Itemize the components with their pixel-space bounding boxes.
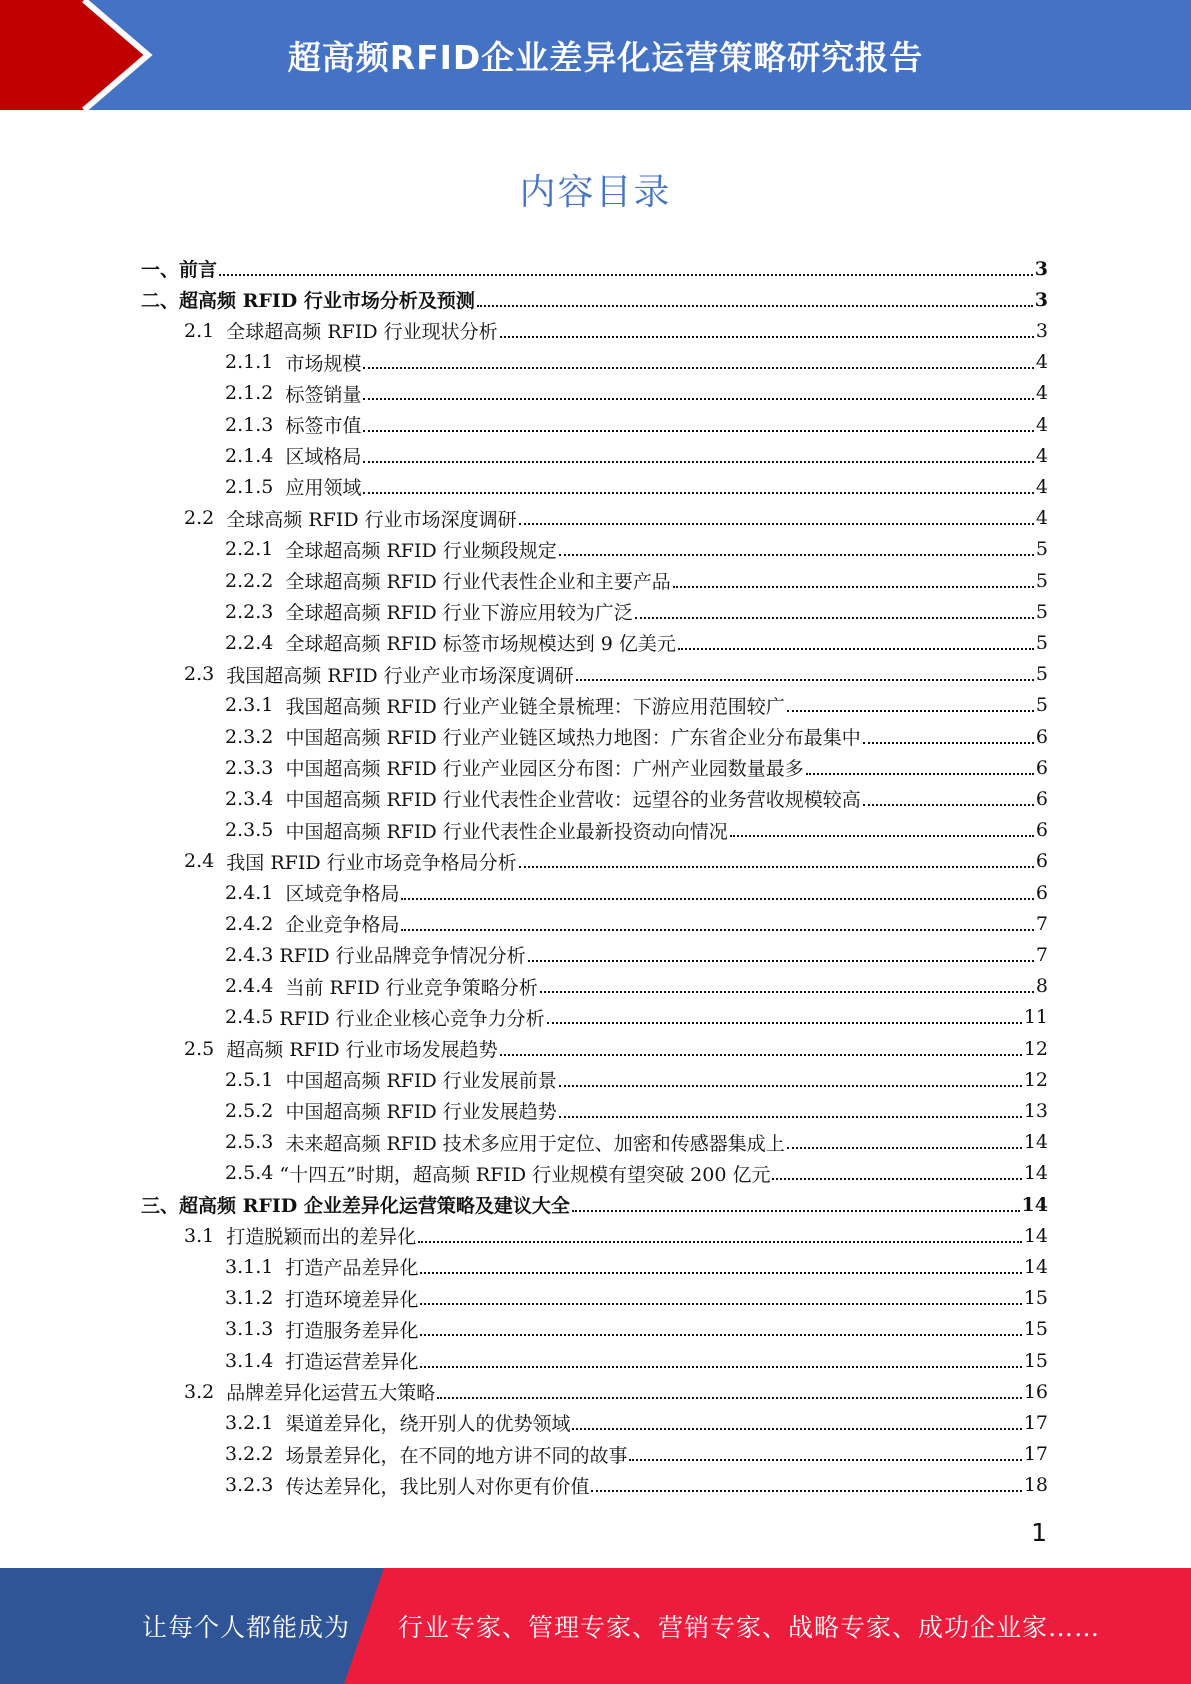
toc-entry-number: 2.3 bbox=[184, 663, 227, 686]
toc-entry-page: 5 bbox=[1035, 663, 1048, 686]
toc-entry-number: 2.1 bbox=[184, 319, 227, 342]
toc-entry-page: 15 bbox=[1023, 1349, 1048, 1372]
toc-entry-page: 14 bbox=[1023, 1131, 1048, 1154]
toc-entry-title: 打造服务差异化 bbox=[285, 1319, 419, 1342]
toc-entry-number: 2.3.3 bbox=[225, 756, 286, 779]
toc-dot-leader bbox=[519, 523, 1034, 525]
toc-entry[interactable] bbox=[225, 378, 1048, 409]
toc-entry-number: 3.2.2 bbox=[225, 1443, 286, 1466]
toc-entry[interactable] bbox=[225, 627, 1048, 658]
toc-entry-page: 4 bbox=[1035, 413, 1048, 436]
toc-entry[interactable] bbox=[225, 409, 1048, 440]
toc-dot-leader bbox=[500, 1054, 1022, 1056]
toc-entry-page: 4 bbox=[1035, 507, 1048, 530]
toc-entry-page: 5 bbox=[1035, 600, 1048, 623]
toc-dot-leader bbox=[363, 367, 1033, 369]
toc-entry-number: 2.3.4 bbox=[225, 787, 286, 810]
toc-entry[interactable] bbox=[184, 1376, 1048, 1407]
toc-entry-number: 2.2 bbox=[184, 507, 227, 530]
toc-entry-title: 全球高频 RFID 行业市场深度调研 bbox=[226, 508, 517, 531]
toc-entry-number: 2.3.1 bbox=[225, 694, 286, 717]
toc-entry[interactable] bbox=[225, 347, 1048, 378]
toc-entry-number: 2.1.1 bbox=[225, 351, 286, 374]
toc-dot-leader bbox=[401, 929, 1033, 931]
toc-dot-leader bbox=[559, 1116, 1022, 1118]
toc-entry[interactable] bbox=[225, 721, 1048, 752]
toc-dot-leader bbox=[678, 648, 1034, 650]
toc-entry-page: 18 bbox=[1023, 1474, 1048, 1497]
footer-band bbox=[0, 1568, 1191, 1684]
toc-entry-title: 渠道差异化，绕开别人的优势领域 bbox=[285, 1413, 571, 1436]
toc-entry-page: 4 bbox=[1035, 382, 1048, 405]
toc-entry-page: 15 bbox=[1023, 1287, 1048, 1310]
footer-slogan-right: 行业专家、管理专家、营销专家、战略专家、成功企业家…… bbox=[398, 1613, 1101, 1642]
toc-entry-page: 5 bbox=[1035, 538, 1048, 561]
toc-entry-title: 中国超高频 RFID 行业产业链区域热力地图：广东省企业分布最集中 bbox=[285, 727, 861, 749]
toc-dot-leader bbox=[806, 773, 1034, 775]
toc-entry-title: 打造脱颖而出的差异化 bbox=[226, 1226, 417, 1249]
toc-entry-page: 6 bbox=[1035, 725, 1048, 748]
page-number: 1 bbox=[1031, 1518, 1047, 1547]
toc-entry-title: 中国超高频 RFID 行业代表性企业营收：远望谷的业务营收规模较高 bbox=[285, 789, 861, 812]
toc-entry-page: 17 bbox=[1023, 1411, 1048, 1434]
toc-entry[interactable] bbox=[225, 783, 1048, 814]
toc-entry-number: 2.1.2 bbox=[225, 382, 286, 405]
toc-entry-title: 全球超高频 RFID 行业代表性企业和主要产品 bbox=[285, 571, 671, 593]
toc-entry-title: 全球超高频 RFID 行业频段规定 bbox=[285, 539, 557, 562]
toc-entry-page: 5 bbox=[1035, 694, 1048, 717]
toc-entry-number: 2.1.5 bbox=[225, 475, 286, 498]
toc-entry-title: 全球超高频 RFID 行业现状分析 bbox=[226, 321, 498, 344]
toc-entry-page: 4 bbox=[1035, 351, 1048, 374]
toc-entry-number: 3.1.4 bbox=[225, 1349, 286, 1372]
toc-entry[interactable] bbox=[225, 939, 1048, 970]
toc-entry[interactable] bbox=[225, 815, 1048, 846]
toc-entry-page: 14 bbox=[1021, 1193, 1048, 1216]
toc-entry-page: 6 bbox=[1035, 756, 1048, 779]
footer-slogan-left: 让每个人都能成为 bbox=[142, 1613, 351, 1642]
toc-dot-leader bbox=[787, 710, 1034, 712]
toc-entry[interactable] bbox=[184, 1220, 1048, 1251]
toc-dot-leader bbox=[418, 1241, 1022, 1243]
toc-entry-number: 2.3.2 bbox=[225, 725, 286, 748]
header-band bbox=[0, 0, 1191, 110]
toc-entry[interactable] bbox=[141, 253, 1048, 284]
toc-entry[interactable] bbox=[225, 1127, 1048, 1158]
toc-dot-leader bbox=[540, 991, 1034, 993]
toc-entry-page: 6 bbox=[1035, 819, 1048, 842]
toc-dot-leader bbox=[363, 461, 1033, 463]
toc-entry-number: 2.4 bbox=[184, 850, 227, 873]
toc-entry-number: 三、 bbox=[141, 1195, 180, 1217]
toc-entry-title: 打造运营差异化 bbox=[285, 1351, 419, 1373]
toc-dot-leader bbox=[787, 1147, 1022, 1149]
toc-entry-number: 2.5.4 bbox=[225, 1162, 280, 1185]
toc-entry[interactable] bbox=[225, 752, 1048, 783]
toc-entry-page: 12 bbox=[1023, 1037, 1048, 1060]
toc-dot-leader bbox=[559, 554, 1034, 556]
toc-entry[interactable] bbox=[225, 877, 1048, 908]
toc-entry-number: 2.5.1 bbox=[225, 1068, 286, 1091]
toc-dot-leader bbox=[420, 1272, 1021, 1274]
toc-entry-page: 6 bbox=[1035, 881, 1048, 904]
toc-entry-number: 2.5 bbox=[184, 1037, 227, 1060]
toc-entry-number: 2.4.5 bbox=[225, 1006, 280, 1029]
toc-entry[interactable] bbox=[184, 503, 1048, 534]
toc-entry[interactable] bbox=[225, 1314, 1048, 1345]
toc-entry[interactable] bbox=[225, 440, 1048, 471]
toc-entry-page: 14 bbox=[1023, 1255, 1048, 1278]
toc-entry[interactable] bbox=[225, 565, 1048, 596]
toc-entry-page: 3 bbox=[1035, 319, 1048, 342]
toc-entry-title: 标签销量 bbox=[285, 383, 362, 406]
toc-dot-leader bbox=[401, 898, 1033, 900]
toc-entry-title: 中国超高频 RFID 行业发展前景 bbox=[285, 1070, 557, 1093]
toc-entry-page: 14 bbox=[1023, 1162, 1048, 1185]
toc-dot-leader bbox=[576, 679, 1034, 681]
toc-entry[interactable] bbox=[225, 690, 1048, 721]
toc-entry-number: 2.4.1 bbox=[225, 881, 286, 904]
toc-dot-leader bbox=[863, 804, 1034, 806]
toc-entry-number: 一、 bbox=[141, 259, 180, 281]
toc-dot-leader bbox=[547, 1022, 1022, 1024]
toc-entry-title: 我国超高频 RFID 行业产业市场深度调研 bbox=[226, 664, 574, 687]
toc-entry-number: 2.4.4 bbox=[225, 975, 286, 998]
toc-entry-number: 2.1.4 bbox=[225, 444, 286, 467]
toc-entry-title: 中国超高频 RFID 行业产业园区分布图：广州产业园数量最多 bbox=[285, 758, 804, 781]
toc-entry[interactable] bbox=[225, 1158, 1048, 1189]
toc-entry-number: 3.1.1 bbox=[225, 1255, 286, 1278]
toc-entry-page: 6 bbox=[1035, 787, 1048, 810]
toc-entry[interactable] bbox=[141, 284, 1048, 315]
toc-entry-title: 打造环境差异化 bbox=[285, 1288, 419, 1311]
toc-entry-title: 品牌差异化运营五大策略 bbox=[226, 1382, 436, 1405]
toc-entry-title: 标签市值 bbox=[285, 415, 362, 437]
toc-dot-leader bbox=[519, 866, 1034, 868]
toc-entry-page: 11 bbox=[1023, 1006, 1048, 1029]
toc-entry-page: 8 bbox=[1035, 975, 1048, 998]
toc-entry-number: 二、 bbox=[141, 290, 180, 313]
toc-dot-leader bbox=[559, 1085, 1022, 1087]
toc-entry-page: 4 bbox=[1035, 444, 1048, 467]
toc-dot-leader bbox=[528, 960, 1034, 962]
toc-entry-page: 3 bbox=[1034, 257, 1048, 280]
toc-entry-number: 2.2.1 bbox=[225, 538, 286, 561]
toc-entry-number: 2.1.3 bbox=[225, 413, 286, 436]
toc-entry-title: 未来超高频 RFID 技术多应用于定位、加密和传感器集成上 bbox=[285, 1132, 785, 1155]
toc-entry-title: 场景差异化，在不同的地方讲不同的故事 bbox=[285, 1444, 628, 1467]
toc-dot-leader bbox=[437, 1397, 1022, 1399]
toc-entry-title: RFID 行业企业核心竞争力分析 bbox=[279, 1007, 545, 1030]
toc-entry[interactable] bbox=[225, 471, 1048, 502]
toc-entry-title: 区域格局 bbox=[285, 446, 362, 469]
toc-entry-title: 超高频 RFID 企业差异化运营策略及建议大全 bbox=[179, 1195, 570, 1217]
toc-entry-number: 2.4.3 bbox=[225, 943, 280, 966]
toc-entry-title: RFID 行业品牌竞争情况分析 bbox=[279, 945, 526, 968]
toc-entry-title: “十四五”时期，超高频 RFID 行业规模有望突破 200 亿元 bbox=[279, 1163, 771, 1186]
toc-entry-page: 7 bbox=[1035, 943, 1048, 966]
toc-entry-number: 3.2 bbox=[184, 1380, 227, 1403]
toc-entry-title: 中国超高频 RFID 行业代表性企业最新投资动向情况 bbox=[285, 820, 728, 843]
toc-entry-title: 超高频 RFID 行业市场分析及预测 bbox=[179, 290, 475, 313]
toc-entry[interactable] bbox=[184, 846, 1048, 877]
toc-dot-leader bbox=[363, 492, 1033, 494]
toc-entry[interactable] bbox=[225, 1407, 1048, 1438]
toc-entry-page: 5 bbox=[1035, 631, 1048, 654]
toc-entry-title: 应用领域 bbox=[285, 477, 362, 500]
toc-entry[interactable] bbox=[225, 1470, 1048, 1501]
toc-dot-leader bbox=[363, 430, 1033, 432]
toc-dot-leader bbox=[219, 274, 1033, 276]
toc-entry-page: 13 bbox=[1023, 1099, 1048, 1122]
toc-entry-title: 前言 bbox=[179, 259, 218, 281]
toc-entry-title: 全球超高频 RFID 行业下游应用较为广泛 bbox=[285, 602, 633, 625]
toc-dot-leader bbox=[591, 1490, 1021, 1492]
toc-entry-page: 5 bbox=[1035, 569, 1048, 592]
toc-entry-number: 3.2.3 bbox=[225, 1474, 286, 1497]
toc-entry-title: 我国 RFID 行业市场竞争格局分析 bbox=[226, 851, 517, 874]
toc-entry[interactable] bbox=[225, 1002, 1048, 1033]
toc-entry-number: 3.1.2 bbox=[225, 1287, 286, 1310]
toc-title: 内容目录 bbox=[519, 172, 672, 213]
toc-entry[interactable] bbox=[225, 1283, 1048, 1314]
toc-entry[interactable] bbox=[184, 659, 1048, 690]
toc-dot-leader bbox=[673, 586, 1034, 588]
toc-entry-title: 我国超高频 RFID 行业产业链全景梳理：下游应用范围较广 bbox=[285, 695, 785, 718]
toc-entry-page: 15 bbox=[1023, 1318, 1048, 1341]
toc-entry-title: 企业竞争格局 bbox=[285, 914, 400, 937]
toc-entry-title: 市场规模 bbox=[285, 352, 362, 375]
toc-dot-leader bbox=[363, 398, 1033, 400]
toc-dot-leader bbox=[420, 1334, 1021, 1336]
toc-entry-page: 6 bbox=[1035, 850, 1048, 873]
toc-dot-leader bbox=[420, 1303, 1021, 1305]
toc-entry[interactable] bbox=[184, 315, 1048, 346]
toc-entry-page: 12 bbox=[1023, 1068, 1048, 1091]
toc-entry-page: 7 bbox=[1035, 912, 1048, 935]
toc-entry-number: 3.1.3 bbox=[225, 1318, 286, 1341]
toc-entry[interactable] bbox=[225, 1064, 1048, 1095]
toc-entry-number: 2.4.2 bbox=[225, 912, 286, 935]
toc-dot-leader bbox=[477, 305, 1033, 307]
toc-entry[interactable] bbox=[225, 1439, 1048, 1470]
toc-entry-number: 2.3.5 bbox=[225, 819, 286, 842]
toc-entry-number: 2.2.3 bbox=[225, 600, 286, 623]
toc-entry-number: 2.2.2 bbox=[225, 569, 286, 592]
toc-dot-leader bbox=[500, 336, 1034, 338]
toc-entry-title: 全球超高频 RFID 标签市场规模达到 9 亿美元 bbox=[285, 633, 676, 656]
toc-entry-page: 14 bbox=[1023, 1224, 1048, 1247]
toc-entry-title: 中国超高频 RFID 行业发展趋势 bbox=[285, 1101, 557, 1124]
toc-entry[interactable] bbox=[141, 1189, 1048, 1220]
toc-entry-title: 传达差异化，我比别人对你更有价值 bbox=[285, 1475, 590, 1498]
toc-entry[interactable] bbox=[225, 1095, 1048, 1126]
toc-entry[interactable] bbox=[225, 1251, 1048, 1282]
toc-entry-page: 4 bbox=[1035, 475, 1048, 498]
toc-dot-leader bbox=[863, 742, 1034, 744]
toc-entry-title: 区域竞争格局 bbox=[285, 883, 400, 905]
red-chevron-icon bbox=[0, 0, 160, 110]
toc-entry-title: 超高频 RFID 行业市场发展趋势 bbox=[226, 1039, 498, 1061]
toc-dot-leader bbox=[730, 835, 1034, 837]
toc-dot-leader bbox=[629, 1459, 1021, 1461]
toc-dot-leader bbox=[572, 1210, 1020, 1212]
toc-dot-leader bbox=[420, 1366, 1021, 1368]
toc-entry[interactable] bbox=[225, 534, 1048, 565]
toc-entry-page: 17 bbox=[1023, 1443, 1048, 1466]
toc-entry-page: 16 bbox=[1023, 1380, 1048, 1403]
toc-dot-leader bbox=[572, 1428, 1021, 1430]
toc-entry[interactable] bbox=[225, 908, 1048, 939]
toc-entry[interactable] bbox=[184, 1033, 1048, 1064]
toc-entry[interactable] bbox=[225, 1345, 1048, 1376]
toc-entry-number: 3.1 bbox=[184, 1224, 227, 1247]
toc-entry-number: 3.2.1 bbox=[225, 1411, 286, 1434]
toc-entry[interactable] bbox=[225, 971, 1048, 1002]
toc-entry[interactable] bbox=[225, 596, 1048, 627]
toc-entry-title: 打造产品差异化 bbox=[285, 1257, 419, 1280]
toc-dot-leader bbox=[772, 1178, 1021, 1180]
toc-entry-number: 2.2.4 bbox=[225, 631, 286, 654]
toc-entry-title: 当前 RFID 行业竞争策略分析 bbox=[285, 976, 538, 999]
toc-entry-number: 2.5.2 bbox=[225, 1099, 286, 1122]
toc-entry-number: 2.5.3 bbox=[225, 1131, 286, 1154]
report-title: 超高频RFID企业差异化运营策略研究报告 bbox=[287, 37, 924, 77]
toc-entry-page: 3 bbox=[1034, 288, 1048, 311]
toc-dot-leader bbox=[635, 617, 1034, 619]
